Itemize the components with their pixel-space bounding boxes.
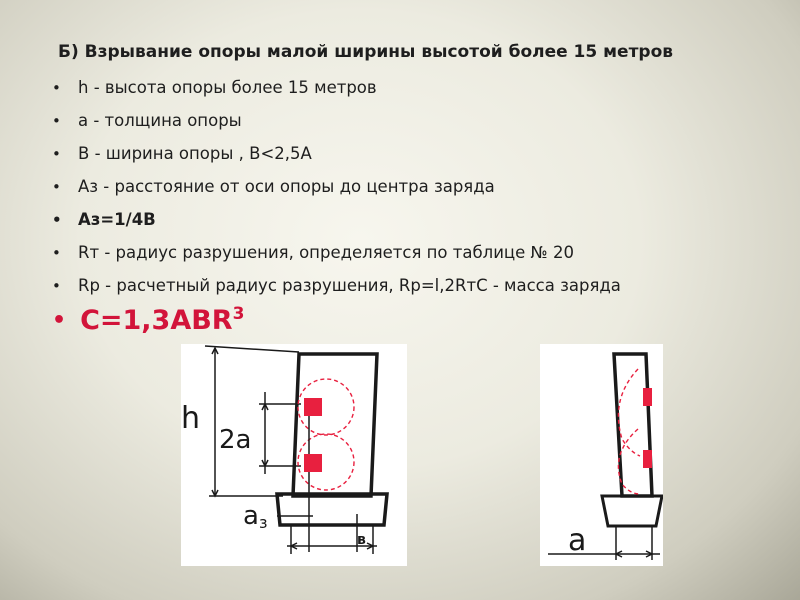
charge-lower bbox=[304, 454, 322, 472]
label-az: aз bbox=[243, 501, 268, 532]
label-a: a bbox=[568, 523, 587, 558]
h-top-extension bbox=[205, 346, 299, 352]
bullet-text: Аз=1/4В bbox=[78, 210, 156, 229]
side-charge-upper bbox=[643, 388, 652, 406]
bullet-icon: • bbox=[52, 244, 61, 262]
bullet-item bbox=[52, 173, 621, 206]
side-foundation bbox=[602, 496, 662, 526]
pillar-body bbox=[293, 354, 377, 496]
bullet-icon: • bbox=[52, 178, 61, 196]
bullet-item bbox=[52, 239, 621, 272]
foundation bbox=[277, 494, 387, 525]
formula bbox=[52, 304, 244, 336]
bullet-icon: • bbox=[52, 277, 61, 295]
side-destruction-zone-upper bbox=[618, 369, 640, 456]
label-h: h bbox=[181, 401, 201, 436]
bullet-icon: • bbox=[52, 79, 61, 97]
formula-main: C=1,3ABR bbox=[80, 305, 233, 336]
bullet-text: В - ширина опоры , В<2,5А bbox=[78, 144, 312, 163]
slide-title: Б) Взрывание опоры малой ширины высотой более 15 метров bbox=[58, 42, 674, 62]
bullet-item bbox=[52, 272, 621, 305]
label-2a: 2a bbox=[219, 425, 252, 455]
bullet-icon: • bbox=[52, 308, 67, 333]
pillar-side-svg bbox=[540, 344, 663, 566]
bullet-list bbox=[52, 74, 621, 305]
bullet-item bbox=[52, 74, 621, 107]
label-b: в bbox=[357, 532, 366, 548]
bullet-icon: • bbox=[52, 211, 62, 229]
pillar-front-diagram bbox=[181, 344, 407, 566]
pillar-front-svg bbox=[181, 344, 407, 566]
bullet-item bbox=[52, 107, 621, 140]
charge-upper bbox=[304, 398, 322, 416]
bullet-icon: • bbox=[52, 145, 61, 163]
bullet-text: Rт - радиус разрушения, определяется по таблице № 20 bbox=[78, 243, 574, 262]
bullet-text: Rр - расчетный радиус разрушения, Rр=l,2RтС - масса заряда bbox=[78, 276, 621, 295]
bullet-item bbox=[52, 140, 621, 173]
bullet-text: Аз - расстояние от оси опоры до центра заряда bbox=[78, 177, 495, 196]
bullet-text: h - высота опоры более 15 метров bbox=[78, 78, 377, 97]
bullet-text: a - толщина опоры bbox=[78, 111, 242, 130]
bullet-icon: • bbox=[52, 112, 61, 130]
side-charge-lower bbox=[643, 450, 652, 468]
pillar-side-diagram bbox=[540, 344, 663, 566]
bullet-item bbox=[52, 206, 621, 239]
formula-exponent: 3 bbox=[232, 304, 245, 324]
